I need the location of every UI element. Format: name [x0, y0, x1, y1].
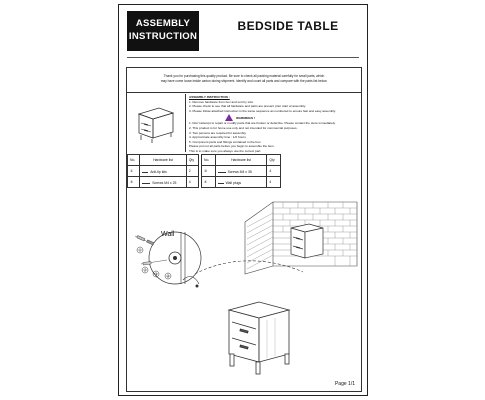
connector-arrow [191, 244, 311, 294]
warning-item: 1. Don't attempt to repair or modify parts that are broken or defective. Please contact the store immediately. [189, 121, 336, 126]
wall-plug-icon [218, 180, 224, 184]
warning-item: 5. Component parts and fittings contained in the box. [189, 139, 262, 144]
column-header: Qty [267, 155, 281, 166]
page-title: BEDSIDE TABLE [237, 19, 339, 33]
callout-number: ③ [154, 272, 158, 277]
instruction-step: 3. Please follow attached instruction in the same sequence as numbered to ensure fast and easy assembly. [189, 108, 336, 113]
warnings-label: WARNINGS ! [236, 115, 255, 120]
part-name: Wall plugs [225, 180, 242, 185]
assembly-instruction-badge [127, 11, 199, 51]
intro-line-2: may have come loose inside carton during shipment. Identify and count all parts and compare with the parts list below. [160, 79, 328, 83]
screw-icon [218, 169, 226, 173]
part-cell [215, 177, 267, 188]
warnings-heading [225, 114, 357, 121]
column-header: No. [202, 155, 216, 166]
part-qty: 4 [267, 177, 281, 188]
part-name: Screws M4 x 25 [152, 180, 177, 185]
hardware-table-right [201, 154, 281, 188]
header-divider [127, 57, 359, 58]
callout-number: ② [143, 268, 147, 273]
part-name: Screws M4 x 35 [227, 169, 252, 174]
instructions-heading: ASSEMBLY INSTRUCTION : [189, 95, 230, 99]
warning-triangle-icon [225, 114, 233, 121]
page-number: Page 1/1 [334, 381, 355, 387]
intro-line-1: Thank you for purchasing this quality product. Be sure to check all packing material carefully for small parts, which [163, 74, 325, 78]
anchor-bracket-icon [142, 169, 148, 173]
part-qty: 4 [186, 177, 198, 188]
hardware-table-left [127, 154, 199, 188]
part-cell [215, 166, 267, 177]
table-row [202, 177, 281, 188]
warning-item: This is to make sure you always use the correct part. [189, 148, 262, 153]
instruction-step: 1. Remove hardware from box and sort by size. [189, 99, 254, 104]
part-cell [140, 166, 187, 177]
table-row [202, 166, 281, 177]
badge-line-2: INSTRUCTION [128, 31, 198, 42]
column-header: No. [128, 155, 140, 166]
screw-icon [142, 180, 150, 184]
divider [127, 92, 361, 93]
intro-text [137, 74, 351, 84]
warning-item: 3. Two persons are required for assembly. [189, 130, 247, 135]
column-header: Qty [186, 155, 198, 166]
warning-item: 4. Approximate assembly time : 1/2 hours [189, 135, 246, 140]
nightstand-illustration [223, 298, 295, 384]
assembly-instructions [189, 95, 357, 154]
callout-number: ④ [166, 274, 170, 279]
wall-label: Wall [161, 231, 175, 238]
table-row [128, 166, 199, 177]
part-qty: 2 [186, 166, 198, 177]
part-number: ④ [202, 177, 216, 188]
part-name: Anti-tip kits [150, 169, 167, 174]
instruction-step: 2. Please check to see that all hardware and parts are present prior start of assembly. [189, 104, 307, 109]
callout-number: ① [138, 248, 142, 253]
column-header: Hardware list [215, 155, 267, 166]
table-row [128, 177, 199, 188]
part-number: ① [128, 166, 140, 177]
badge-line-1: ASSEMBLY [135, 18, 191, 29]
warning-item: 2. This product is for home use only and not intended for commercial purposes. [189, 125, 298, 130]
content-frame [126, 67, 362, 392]
warning-item: Please put not all parts before you begin to assemble the item. [189, 144, 275, 149]
column-header: Hardware list [140, 155, 187, 166]
part-number: ③ [202, 166, 216, 177]
part-qty: 4 [267, 166, 281, 177]
divider [185, 94, 186, 152]
nightstand-thumbnail-icon [133, 104, 179, 144]
part-number: ② [128, 177, 140, 188]
instruction-sheet [118, 4, 368, 396]
part-cell [140, 177, 187, 188]
